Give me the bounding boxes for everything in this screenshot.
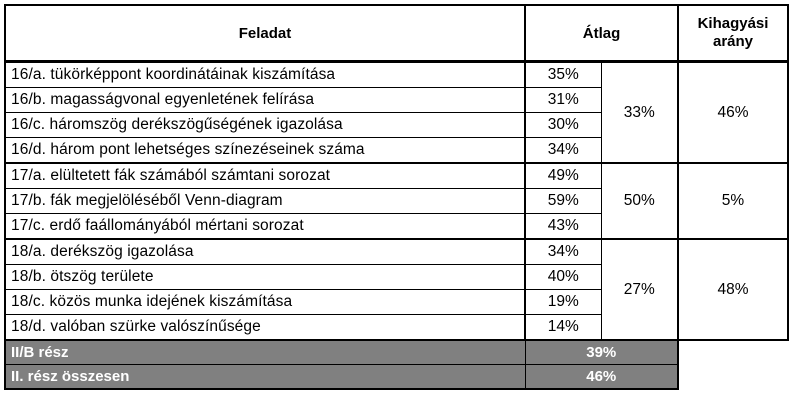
summary-label: II/B rész (5, 340, 525, 365)
percent-cell: 49% (525, 163, 601, 189)
percent-cell: 34% (525, 239, 601, 265)
header-average: Átlag (525, 5, 678, 62)
group-skip-rate-cell: 46% (678, 62, 788, 164)
header-skip-rate-line2: arány (712, 33, 754, 50)
header-skip-rate (678, 5, 788, 62)
summary-row (5, 340, 788, 365)
percent-cell: 19% (525, 290, 601, 315)
task-cell: 16/d. három pont lehetséges színezéseinek száma (5, 138, 525, 164)
group-average-cell: 27% (601, 239, 678, 340)
summary-label: II. rész összesen (5, 365, 525, 390)
empty-cell (678, 365, 788, 390)
task-cell: 18/c. közös munka idejének kiszámítása (5, 290, 525, 315)
summary-value: 39% (525, 340, 678, 365)
task-cell: 18/a. derékszög igazolása (5, 239, 525, 265)
header-skip-rate-line1: Kihagyási (697, 15, 769, 32)
task-cell: 16/b. magasságvonal egyenletének felírása (5, 88, 525, 113)
header-task: Feladat (5, 5, 525, 62)
percent-cell: 31% (525, 88, 601, 113)
summary-value: 46% (525, 365, 678, 390)
task-cell: 18/d. valóban szürke valószínűsége (5, 315, 525, 341)
group-skip-rate-cell: 48% (678, 239, 788, 340)
summary-row (5, 365, 788, 390)
percent-cell: 14% (525, 315, 601, 341)
group-average-cell: 50% (601, 163, 678, 239)
percent-cell: 59% (525, 189, 601, 214)
task-cell: 18/b. ötszög területe (5, 265, 525, 290)
group-average-cell: 33% (601, 62, 678, 164)
percent-cell: 40% (525, 265, 601, 290)
task-cell: 17/a. elültetett fák számából számtani sorozat (5, 163, 525, 189)
table-row (5, 62, 788, 88)
percent-cell: 35% (525, 62, 601, 88)
header-row (5, 5, 788, 62)
percent-cell: 43% (525, 214, 601, 240)
task-cell: 17/b. fák megjelöléséből Venn-diagram (5, 189, 525, 214)
task-cell: 17/c. erdő faállományából mértani sorozat (5, 214, 525, 240)
task-cell: 16/a. tükörképpont koordinátáinak kiszámítása (5, 62, 525, 88)
task-cell: 16/c. háromszög derékszögűségének igazolása (5, 113, 525, 138)
group-skip-rate-cell: 5% (678, 163, 788, 239)
empty-cell (678, 340, 788, 365)
results-table (4, 4, 789, 390)
percent-cell: 30% (525, 113, 601, 138)
table-row (5, 239, 788, 265)
percent-cell: 34% (525, 138, 601, 164)
table-row (5, 163, 788, 189)
